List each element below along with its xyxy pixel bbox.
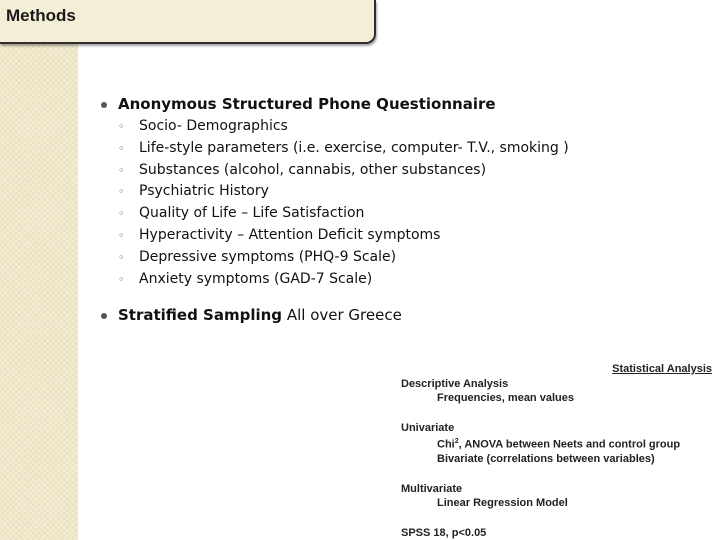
statistical-analysis-block bbox=[401, 377, 713, 540]
sub-item-depressive: ◦ Depressive symptoms (PHQ-9 Scale) bbox=[118, 247, 698, 269]
bullet-sampling-rest: All over Greece bbox=[282, 306, 402, 325]
statistical-analysis-heading: Statistical Analysis bbox=[612, 363, 712, 375]
univariate-title: Univariate bbox=[401, 422, 455, 434]
title-box bbox=[0, 0, 376, 44]
sub-bullet-icon: ◦ bbox=[118, 141, 125, 155]
bullet-questionnaire-label: Anonymous Structured Phone Questionnaire bbox=[118, 95, 496, 113]
bullet-sampling bbox=[98, 303, 698, 327]
multivariate-detail: Linear Regression Model bbox=[437, 496, 568, 509]
sub-item-quality-of-life: ◦ Quality of Life – Life Satisfaction bbox=[118, 203, 698, 225]
sub-item-substances: ◦ Substances (alcohol, cannabis, other substances) bbox=[118, 160, 698, 182]
methods-content bbox=[98, 92, 698, 327]
bullet-questionnaire bbox=[98, 92, 698, 116]
sub-item-socio-demographics: ◦ Socio- Demographics bbox=[118, 116, 698, 138]
software-note: SPSS 18, p<0.05 bbox=[401, 526, 487, 539]
descriptive-detail: Frequencies, mean values bbox=[437, 392, 574, 404]
bullet-dot-icon bbox=[101, 102, 107, 108]
sub-bullet-icon: ◦ bbox=[118, 272, 125, 286]
sub-bullet-icon: ◦ bbox=[118, 163, 125, 177]
sub-bullet-icon: ◦ bbox=[118, 207, 125, 221]
sub-item-anxiety: ◦ Anxiety symptoms (GAD-7 Scale) bbox=[118, 269, 698, 291]
univariate-detail: Chi$^2$, ANOVA between Neets and control group bbox=[437, 438, 681, 451]
descriptive-title: Descriptive Analysis bbox=[401, 378, 509, 390]
multivariate-title: Multivariate bbox=[401, 482, 463, 495]
sub-item-hyperactivity: ◦ Hyperactivity – Attention Deficit symptoms bbox=[118, 225, 698, 247]
sub-bullet-icon: ◦ bbox=[118, 120, 125, 133]
bullet-sampling-bold: Stratified Sampling bbox=[118, 306, 283, 325]
sub-bullet-icon: ◦ bbox=[118, 228, 125, 242]
sub-bullet-icon: ◦ bbox=[118, 185, 125, 199]
sub-item-life-style: ◦ Life-style parameters (i.e. exercise, computer- T.V., smoking ) bbox=[118, 138, 698, 160]
bullet-dot-icon bbox=[101, 313, 107, 319]
bivariate-detail: Bivariate (correlations between variables) bbox=[437, 452, 655, 465]
slide-title: Methods bbox=[6, 6, 76, 25]
sub-item-psychiatric-history: ◦ Psychiatric History bbox=[118, 181, 698, 203]
questionnaire-sub-list bbox=[98, 116, 698, 290]
sub-bullet-icon: ◦ bbox=[118, 250, 125, 264]
decorative-side-band bbox=[0, 0, 78, 540]
